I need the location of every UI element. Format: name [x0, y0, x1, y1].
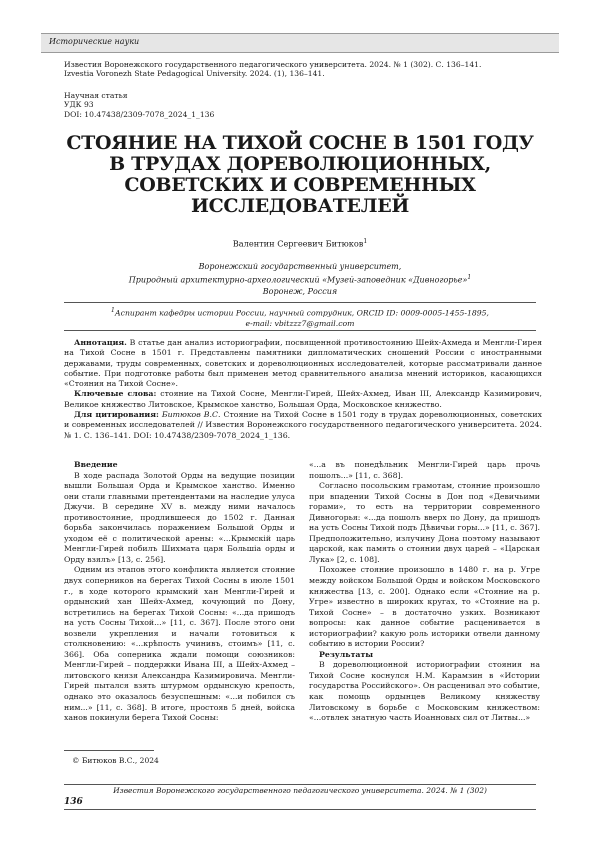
author-sup: 1 — [363, 238, 368, 245]
body-paragraph: Похожее стояние произошло в 1480 г. на р. Угре между войском Большой Орды и войском Московского княжества [13, с. 200]. Однако если «Стояние на р. Угре» известно в широких кругах, то «Стояние на р. Тихой Сосне» – в достаточно узких. Возникают вопросы: как данное событие расценивается в историографии? какую роль историки отвели данному событию в истории России? — [309, 565, 540, 649]
copyright: © Битюков В.С., 2024 — [72, 756, 159, 765]
doi: DOI: 10.47438/2309-7078_2024_1_136 — [64, 109, 215, 119]
abstract-text: В статье дан анализ историографии, посвященной противостоянию Шейх-Ахмеда и Менгли-Гирея на Тихой Сосне в 1501 г. Представлены памятники дипломатических сношений России с иностранными державами, труды современных, советских и дореволюционных исследователей, которые рассматривали данное событие. При подготовке работы был применен метод сравнительного анализа мнений историков, касающихся «Стояния на Тихой Сосне». — [64, 338, 542, 389]
how-to-cite-author: Битюков В.С. — [158, 410, 221, 420]
keywords-label: Ключевые слова: — [74, 389, 157, 399]
body-paragraph: «...а въ понедѣльник Менгли-Гирей царь прочь пошолъ...» [11, с. 368]. — [309, 460, 540, 480]
keywords-text: стояние на Тихой Сосне, Менгли-Гирей, Шейх-Ахмед, Иван III, Александр Казимирович, Великое княжество Литовское, Крымское ханство, Большая Орда, Московское княжество. — [64, 389, 542, 409]
article-title — [60, 133, 540, 217]
separator-line — [64, 302, 536, 303]
page-bottom-rule — [64, 809, 536, 810]
keywords — [64, 389, 542, 410]
author-line — [0, 238, 600, 249]
author-name: Валентин Сергеевич Битюков — [232, 238, 364, 249]
article-meta — [64, 91, 364, 119]
author-note-line-1 — [0, 306, 600, 319]
affiliation-city: Воронеж, Россия — [262, 286, 338, 296]
affiliation-sup: 1 — [467, 274, 472, 281]
citation-en: Izvestia Voronezh State Pedagogical University. 2024. (1), 136–141. — [64, 69, 325, 79]
affiliation-line-2 — [0, 272, 600, 286]
footer-citation: Известия Воронежского государственного педагогического университета. 2024. № 1 (302) — [113, 786, 487, 795]
author-note — [0, 306, 600, 329]
body-paragraph: В дореволюционной историографии стояния на Тихой Сосне коснулся Н.М. Карамзин в «Истории государства Российского». Он расценивал это событие, как помощь ордынцев Великому княжеству Литовскому в борьбе с Московским княжеством: «...отвлек знатную часть Иоанновых сил от Литвы...» — [309, 660, 540, 723]
affiliation — [0, 261, 600, 297]
page-number: 136 — [64, 797, 83, 807]
body-column-left — [64, 460, 295, 724]
title-line: СТОЯНИЕ НА ТИХОЙ СОСНЕ В 1501 ГОДУ — [66, 132, 534, 154]
section-header-band — [41, 33, 559, 53]
section-header: Исторические науки — [49, 37, 140, 46]
udk: УДК 93 — [64, 100, 94, 110]
body-paragraph: В ходе распада Золотой Орды на ведущие позиции вышли Большая Орда и Крымское ханство. Именно они стали главными претендентами на наследие улуса Джучи. В середине XV в. между ними началось противостояние, продлившееся до 1502 г. Данная борьба закончилась поражением Большой Орды и уходом её с политической арены: «...Крымскiй царь Менгли-Гирей побилъ Шихмата царя Большіа орды и Орду взялъ» [13, с. 256]. — [64, 470, 295, 564]
separator-line — [64, 330, 536, 331]
author-note-sup: 1 — [111, 307, 115, 314]
abstract-label: Аннотация. — [74, 338, 127, 347]
journal-citation-block — [64, 60, 544, 79]
body-paragraph: Одним из этапов этого конфликта является стояние двух соперников на берегах Тихой Сосны в июле 1501 г., в ходе которого крымский хан Менгли-Гирей и ордынский хан Шейх-Ахмед, кочующий по Дону, встретились на берегах Тихой Сосны: «...да пришодъ на усть Сосны Тихой...» [11, с. 367]. После этого они возвели укрепления и начали готовиться к столкновению: «...крѣпость учинивъ, стоимъ» [11, с. 366]. Оба соперника ждали помощи союзников: Менгли-Гирей – поддержки Ивана III, а Шейх-Ахмед – литовского князя Александра Казимировича. Менгли-Гирей пытался взять штурмом ордынскую крепость, однако это оказалось безуспешным: «...и побился съ ним...» [11, с. 368]. В итоге, простояв 5 дней, войска ханов покинули берега Тихой Сосны: — [64, 565, 295, 723]
footnote-rule — [64, 750, 154, 751]
how-to-cite — [64, 410, 542, 441]
body-paragraph: Согласно посольским грамотам, стояние произошло при впадении Тихой Сосны в Дон под «Девичьими горами», то есть на территории современного Дивногорья: «...да пошолъ вверх по Дону, да пришодъ на усть Сосны Тихой подъ Дѣвичьи горы...» [11, с. 367]. Предположительно, излучину Дона поэтому называют царской, как память о стоянии двух царей – «Царская Лука» [2, с. 108]. — [309, 481, 540, 564]
citation-ru: Известия Воронежского государственного педагогического университета. 2024. № 1 (302). С. 136–141. — [64, 60, 482, 69]
abstract — [64, 338, 542, 389]
how-to-cite-label: Для цитирования: — [74, 410, 159, 420]
title-line: ИССЛЕДОВАТЕЛЕЙ — [190, 195, 410, 217]
section-heading-intro: Введение — [74, 460, 118, 469]
abstract-block — [64, 338, 542, 441]
body-column-right — [309, 460, 540, 724]
title-line: В ТРУДАХ ДОРЕВОЛЮЦИОННЫХ, — [109, 153, 491, 175]
affiliation-line: Воронежский государственный университет, — [198, 262, 402, 271]
how-to-cite-text: Стояние на Тихой Сосне в 1501 году в трудах дореволюционных, советских и современных исследователей // Известия Воронежского государственного педагогического университета. 2024. № 1. С. 136–141. DOI: 10.47438/2309-7078_2024_1_136. — [64, 410, 542, 440]
author-email: e-mail: vbitzzz7@gmail.com — [245, 318, 355, 328]
title-line: СОВЕТСКИХ И СОВРЕМЕННЫХ — [124, 174, 476, 196]
article-type: Научная статья — [64, 91, 128, 100]
section-heading-results: Результаты — [319, 649, 374, 659]
affiliation-line-2-text: Природный архитектурно-археологический «Музей-заповедник «Дивногорье» — [128, 275, 468, 285]
footer-rule — [64, 784, 536, 785]
author-note-text: Аспирант кафедры истории России, научный сотрудник, ORCID ID: 0009-0005-1455-1895, — [114, 308, 489, 318]
